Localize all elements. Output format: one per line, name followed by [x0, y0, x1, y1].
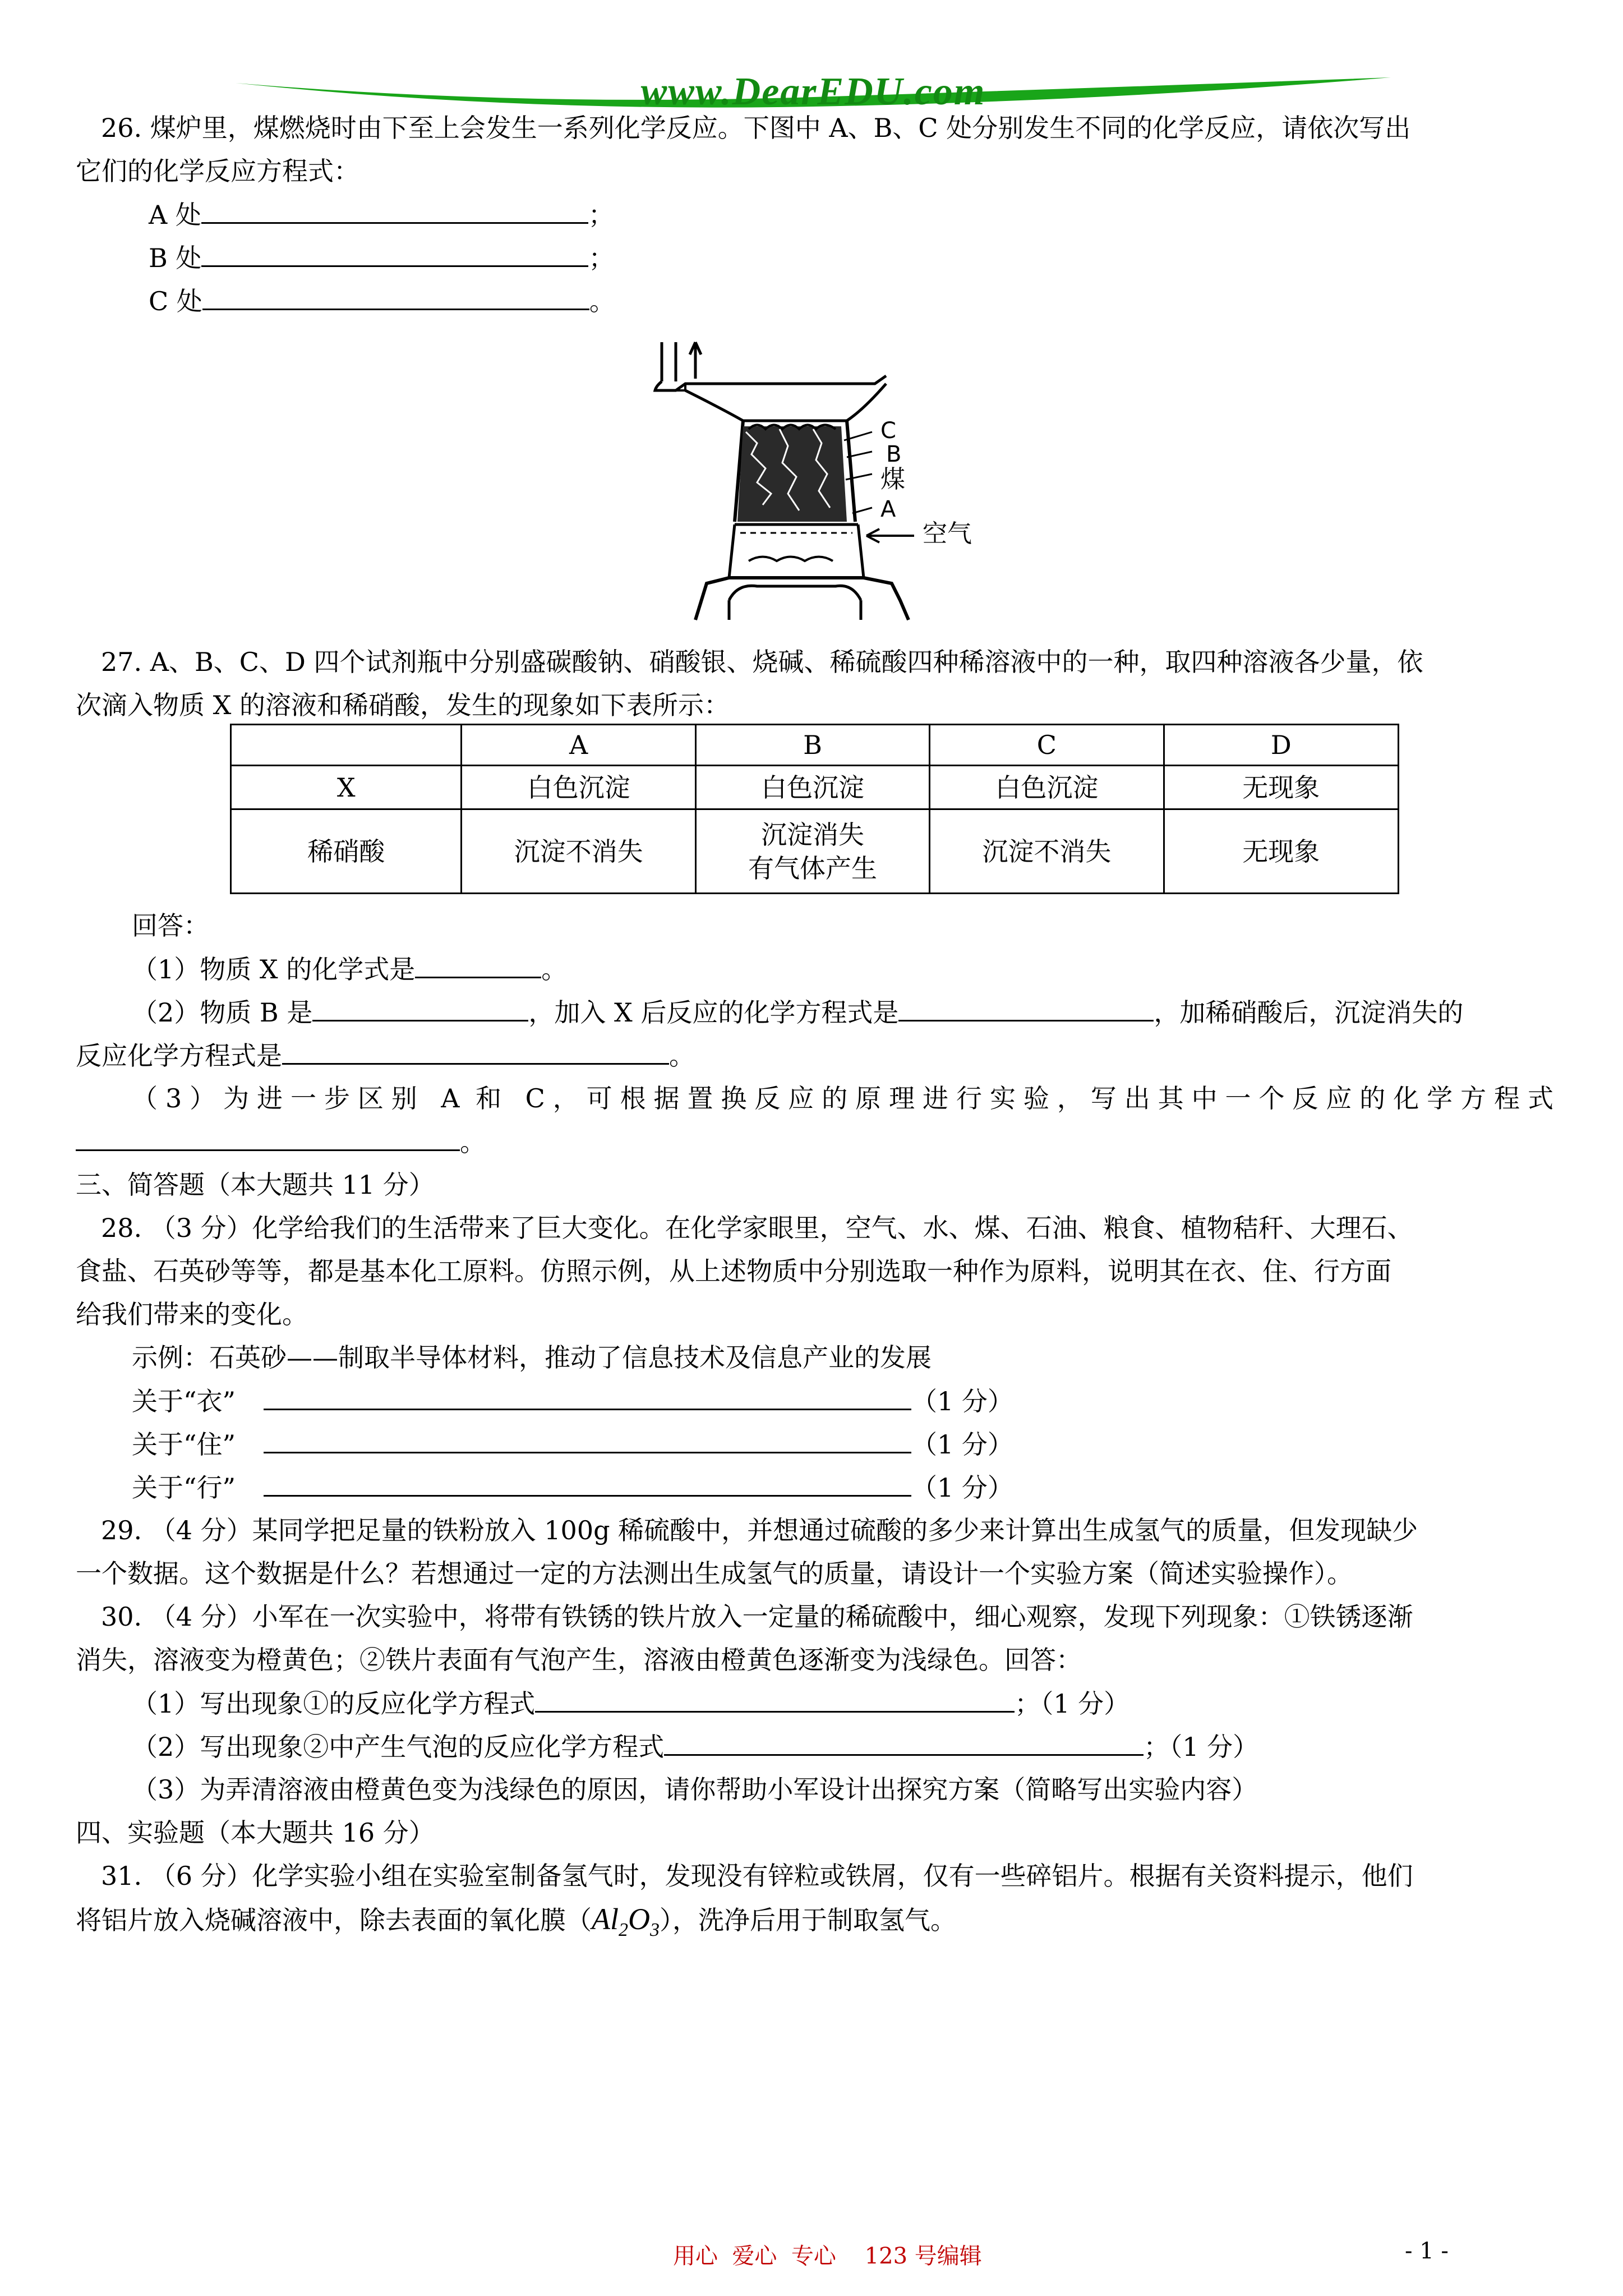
q29-line2: 一个数据。这个数据是什么？若想通过一定的方法测出生成氢气的质量，请设计一个实验方案（简述实验操作）。: [76, 1558, 1353, 1589]
table-header-cell: [231, 725, 462, 766]
q26-c-blank[interactable]: [202, 284, 589, 310]
q27-line1: 27. A、B、C、D 四个试剂瓶中分别盛碳酸钠、硝酸银、烧碱、稀硫酸四种稀溶液中的一种，取四种溶液各少量，依: [101, 647, 1423, 677]
q30-part3: （3）为弄清溶液由橙黄色变为浅绿色的原因，请你帮助小军设计出探究方案（简略写出实验内容）: [132, 1774, 1258, 1805]
q26-b-label: B 处: [149, 243, 202, 273]
q28-housing: [132, 1427, 1013, 1461]
reaction-table: [230, 724, 1399, 894]
q27-part3-answer: [76, 1125, 486, 1159]
q27-part2-blank-dissolve[interactable]: [282, 1038, 669, 1065]
q26-c-answer: [149, 284, 615, 318]
table-header-cell: B: [695, 725, 929, 766]
q27-part2-cont-text: 反应化学方程式是: [76, 1041, 282, 1071]
table-cell-multiline: [695, 809, 929, 894]
q26-b-answer: [149, 241, 614, 275]
q28-clothing: [132, 1384, 1013, 1418]
q27-part1-blank[interactable]: [415, 952, 541, 978]
q27-part2-cont: [76, 1038, 695, 1073]
formula-sub-3: 3: [650, 1919, 660, 1940]
q28-housing-label: 关于“住”: [132, 1429, 236, 1460]
table-row: [231, 809, 1399, 894]
table-cell: X: [231, 766, 462, 809]
q27-part2: [132, 995, 1463, 1029]
q28-transport-blank[interactable]: [264, 1470, 911, 1497]
q28-score: （1 分）: [911, 1473, 1013, 1503]
q27-part3: （3）为进一步区别 A 和 C，可根据置换反应的原理进行实验，写出其中一个反应的化学方程式: [132, 1083, 1553, 1114]
table-cell: 稀硝酸: [231, 809, 462, 894]
q30-part1: [132, 1686, 1129, 1720]
q27-part1-end: 。: [541, 954, 568, 984]
table-cell-line: 沉淀消失: [760, 819, 864, 850]
q31-line1: 31. （6 分）化学实验小组在实验室制备氢气时，发现没有锌粒或铁屑，仅有一些碎铝片。根据有关资料提示，他们: [101, 1861, 1413, 1891]
q27-answer-label: 回答：: [132, 910, 209, 941]
q28-score: （1 分）: [911, 1429, 1013, 1460]
q26-b-end: ；: [588, 243, 615, 273]
stove-drawing: [645, 337, 993, 623]
q27-part3-end: 。: [460, 1127, 486, 1157]
table-cell: 无现象: [1164, 809, 1398, 894]
q28-clothing-blank[interactable]: [264, 1384, 911, 1410]
table-header-row: [231, 725, 1399, 766]
diagram-label-coal: 煤: [880, 465, 905, 494]
q26-b-blank[interactable]: [201, 241, 588, 267]
table-cell: 白色沉淀: [930, 766, 1164, 809]
q26-c-end: 。: [589, 286, 615, 316]
q28-score: （1 分）: [911, 1386, 1013, 1416]
q27-line2: 次滴入物质 X 的溶液和稀硝酸，发生的现象如下表所示：: [76, 690, 730, 720]
table-cell: 沉淀不消失: [930, 809, 1164, 894]
formula-o: O: [628, 1902, 650, 1936]
q26-a-label: A 处: [149, 200, 201, 230]
diagram-label-c: C: [880, 418, 896, 444]
q30-part2-end: ；（1 分）: [1144, 1732, 1259, 1762]
q30-part2-text: （2）写出现象②中产生气泡的反应化学方程式: [132, 1732, 665, 1762]
q30-part1-text: （1）写出现象①的反应化学方程式: [132, 1688, 536, 1719]
q29-line1: 29. （4 分）某同学把足量的铁粉放入 100g 稀硫酸中，并想通过硫酸的多少来计算出生成氢气的质量，但发现缺少: [101, 1515, 1418, 1545]
q30-line2: 消失，溶液变为橙黄色；②铁片表面有气泡产生，溶液由橙黄色逐渐变为浅绿色。回答：: [76, 1645, 1082, 1675]
section-4-heading: 四、实验题（本大题共 16 分）: [76, 1818, 435, 1848]
q28-line2: 食盐、石英砂等等，都是基本化工原料。仿照示例，从上述物质中分别选取一种作为原料，说明其在衣、住、行方面: [76, 1256, 1391, 1286]
diagram-label-b: B: [886, 441, 902, 467]
q28-line3: 给我们带来的变化。: [76, 1299, 308, 1329]
q28-clothing-label: 关于“衣”: [132, 1386, 236, 1416]
q28-example: 示例：石英砂——制取半导体材料，推动了信息技术及信息产业的发展: [132, 1342, 932, 1373]
q31-line2-text: 将铝片放入烧碱溶液中，除去表面的氧化膜（: [76, 1905, 592, 1935]
q31-line2: [76, 1902, 956, 1947]
q27-part2-cont-end: 。: [669, 1041, 695, 1071]
q28-line1: 28. （3 分）化学给我们的生活带来了巨大变化。在化学家眼里，空气、水、煤、石油、粮食、植物秸秆、大理石、: [101, 1213, 1413, 1243]
q30-part2-blank[interactable]: [664, 1729, 1144, 1756]
q27-part2-blank-b[interactable]: [312, 995, 528, 1022]
table-header-cell: C: [930, 725, 1164, 766]
q30-part1-blank[interactable]: [535, 1686, 1015, 1713]
table-cell: 白色沉淀: [695, 766, 929, 809]
q27-part2-tail: ，加稀硝酸后，沉淀消失的: [1154, 997, 1464, 1028]
table-cell: 无现象: [1164, 766, 1398, 809]
alumina-formula: [592, 1902, 660, 1940]
diagram-label-a: A: [880, 496, 896, 522]
q30-line1: 30. （4 分）小军在一次实验中，将带有铁锈的铁片放入一定量的稀硫酸中，细心观察，发现下列现象：①铁锈逐渐: [101, 1602, 1413, 1632]
q27-part2-blank-eq[interactable]: [898, 995, 1154, 1022]
page-number: - 1 -: [1405, 2238, 1449, 2264]
q27-part3-blank[interactable]: [76, 1125, 460, 1151]
q31-line2-tail: ），洗净后用于制取氢气。: [660, 1905, 956, 1935]
q27-part2-text: （2）物质 B 是: [132, 997, 313, 1028]
table-header-cell: D: [1164, 725, 1398, 766]
site-url-logo: www.DearEDU.com: [640, 70, 986, 113]
table-cell-line: 有气体产生: [748, 853, 877, 884]
q26-line2: 它们的化学反应方程式：: [76, 156, 359, 186]
q28-transport: [132, 1470, 1013, 1504]
q26-a-end: ；: [588, 200, 614, 230]
q27-part2-mid: ，加入 X 后反应的化学方程式是: [528, 997, 899, 1028]
q27-part1: [132, 952, 567, 986]
q26-a-blank[interactable]: [201, 197, 588, 224]
q30-part2: [132, 1729, 1258, 1764]
formula-sub-2: 2: [619, 1919, 628, 1940]
q27-part1-text: （1）物质 X 的化学式是: [132, 954, 416, 984]
formula-al: Al: [592, 1902, 619, 1936]
q30-part1-end: ；（1 分）: [1015, 1688, 1130, 1719]
footer-editor-note: 用心 爱心 专心 123 号编辑: [673, 2243, 982, 2269]
table-row: [231, 766, 1399, 809]
table-cell: 沉淀不消失: [462, 809, 695, 894]
q28-transport-label: 关于“行”: [132, 1473, 236, 1503]
table-header-cell: A: [462, 725, 695, 766]
q26-line1: 26. 煤炉里，煤燃烧时由下至上会发生一系列化学反应。下图中 A、B、C 处分别发生不同的化学反应，请依次写出: [101, 113, 1411, 143]
diagram-label-air: 空气: [923, 519, 972, 548]
q28-housing-blank[interactable]: [264, 1427, 911, 1453]
q26-c-label: C 处: [149, 286, 202, 316]
section-3-heading: 三、简答题（本大题共 11 分）: [76, 1170, 435, 1200]
table-cell: 白色沉淀: [462, 766, 695, 809]
coal-stove-diagram: [645, 337, 993, 623]
q26-a-answer: [149, 197, 614, 232]
